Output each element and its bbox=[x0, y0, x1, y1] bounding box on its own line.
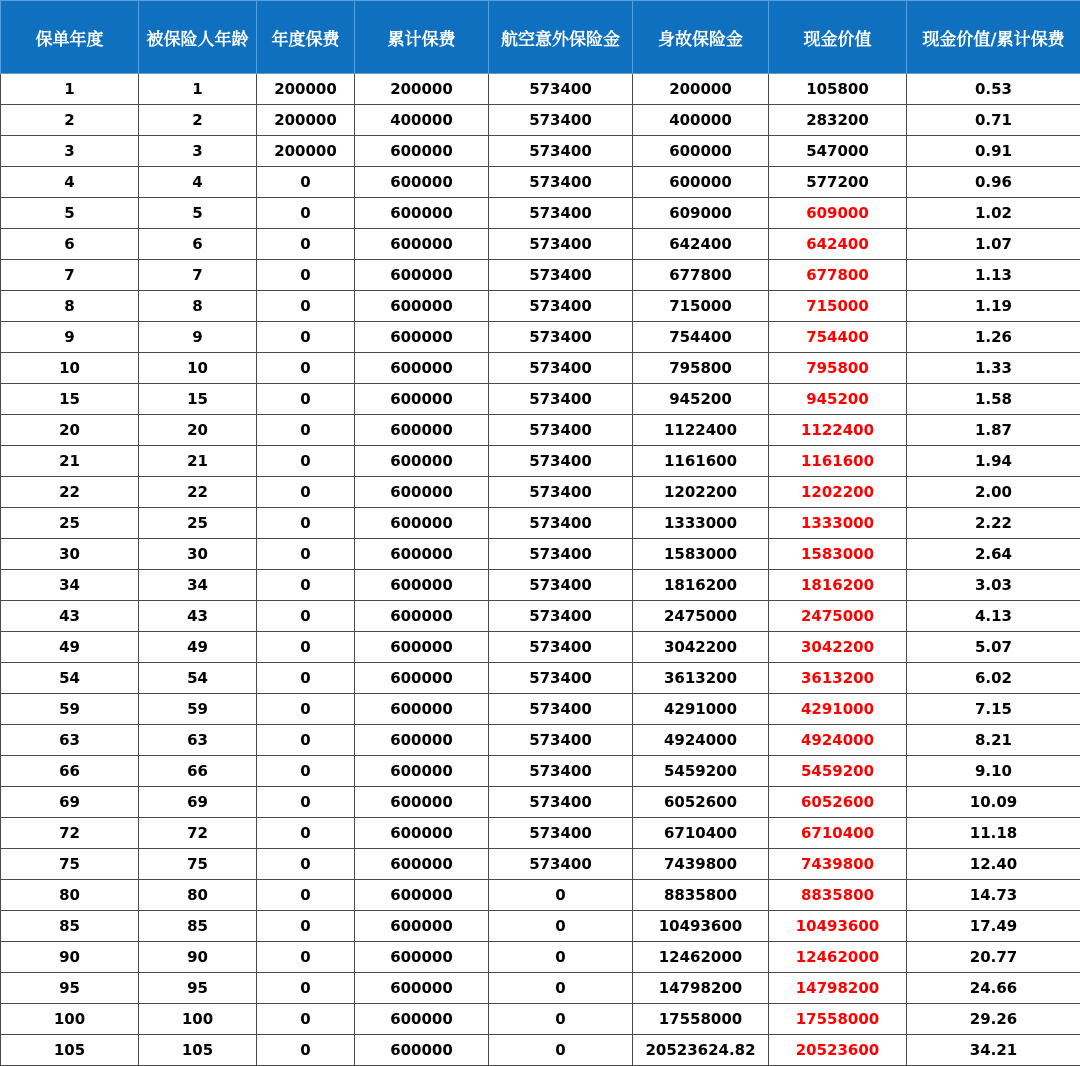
header-aviation-accident-benefit: 航空意外保险金 bbox=[489, 1, 633, 74]
death-benefit-cell: 6052600 bbox=[633, 787, 769, 818]
table-row bbox=[1, 291, 1080, 322]
cash-value-ratio-cell: 2.00 bbox=[907, 477, 1080, 508]
table-row bbox=[1, 539, 1080, 570]
table-row bbox=[1, 167, 1080, 198]
death-benefit-cell: 1122400 bbox=[633, 415, 769, 446]
aviation-accident-benefit-cell: 0 bbox=[489, 1035, 633, 1066]
death-benefit-cell: 2475000 bbox=[633, 601, 769, 632]
annual-premium-cell: 0 bbox=[257, 508, 355, 539]
annual-premium-cell: 0 bbox=[257, 818, 355, 849]
cumulative-premium-cell: 600000 bbox=[355, 880, 489, 911]
annual-premium-cell: 0 bbox=[257, 384, 355, 415]
table-row bbox=[1, 818, 1080, 849]
policy-year-cell: 85 bbox=[1, 911, 139, 942]
cumulative-premium-cell: 600000 bbox=[355, 415, 489, 446]
cumulative-premium-cell: 600000 bbox=[355, 136, 489, 167]
policy-year-cell: 5 bbox=[1, 198, 139, 229]
cash-value-cell: 3613200 bbox=[769, 663, 907, 694]
table-row bbox=[1, 136, 1080, 167]
cash-value-cell: 677800 bbox=[769, 260, 907, 291]
insured-age-cell: 20 bbox=[139, 415, 257, 446]
death-benefit-cell: 1333000 bbox=[633, 508, 769, 539]
annual-premium-cell: 0 bbox=[257, 539, 355, 570]
insured-age-cell: 69 bbox=[139, 787, 257, 818]
cash-value-cell: 283200 bbox=[769, 105, 907, 136]
policy-year-cell: 3 bbox=[1, 136, 139, 167]
cash-value-ratio-cell: 1.87 bbox=[907, 415, 1080, 446]
cumulative-premium-cell: 600000 bbox=[355, 167, 489, 198]
death-benefit-cell: 3042200 bbox=[633, 632, 769, 663]
annual-premium-cell: 0 bbox=[257, 911, 355, 942]
insured-age-cell: 59 bbox=[139, 694, 257, 725]
aviation-accident-benefit-cell: 573400 bbox=[489, 508, 633, 539]
aviation-accident-benefit-cell: 573400 bbox=[489, 415, 633, 446]
cumulative-premium-cell: 600000 bbox=[355, 942, 489, 973]
cash-value-ratio-cell: 1.26 bbox=[907, 322, 1080, 353]
cash-value-ratio-cell: 8.21 bbox=[907, 725, 1080, 756]
policy-year-cell: 7 bbox=[1, 260, 139, 291]
table-row bbox=[1, 756, 1080, 787]
insured-age-cell: 10 bbox=[139, 353, 257, 384]
aviation-accident-benefit-cell: 573400 bbox=[489, 167, 633, 198]
header-cash-value-ratio: 现金价值/累计保费 bbox=[907, 1, 1080, 74]
aviation-accident-benefit-cell: 573400 bbox=[489, 198, 633, 229]
death-benefit-cell: 1816200 bbox=[633, 570, 769, 601]
aviation-accident-benefit-cell: 573400 bbox=[489, 632, 633, 663]
insured-age-cell: 105 bbox=[139, 1035, 257, 1066]
cash-value-cell: 642400 bbox=[769, 229, 907, 260]
insured-age-cell: 34 bbox=[139, 570, 257, 601]
policy-year-cell: 1 bbox=[1, 74, 139, 105]
insured-age-cell: 15 bbox=[139, 384, 257, 415]
cumulative-premium-cell: 600000 bbox=[355, 973, 489, 1004]
death-benefit-cell: 754400 bbox=[633, 322, 769, 353]
annual-premium-cell: 0 bbox=[257, 663, 355, 694]
cash-value-cell: 715000 bbox=[769, 291, 907, 322]
cash-value-cell: 1583000 bbox=[769, 539, 907, 570]
table-row bbox=[1, 353, 1080, 384]
table-row bbox=[1, 229, 1080, 260]
annual-premium-cell: 0 bbox=[257, 694, 355, 725]
cash-value-cell: 6052600 bbox=[769, 787, 907, 818]
aviation-accident-benefit-cell: 573400 bbox=[489, 446, 633, 477]
table-row bbox=[1, 601, 1080, 632]
cash-value-ratio-cell: 1.94 bbox=[907, 446, 1080, 477]
annual-premium-cell: 0 bbox=[257, 756, 355, 787]
policy-year-cell: 72 bbox=[1, 818, 139, 849]
cash-value-cell: 4291000 bbox=[769, 694, 907, 725]
policy-year-cell: 54 bbox=[1, 663, 139, 694]
cumulative-premium-cell: 400000 bbox=[355, 105, 489, 136]
death-benefit-cell: 1202200 bbox=[633, 477, 769, 508]
cash-value-ratio-cell: 1.19 bbox=[907, 291, 1080, 322]
cash-value-cell: 4924000 bbox=[769, 725, 907, 756]
cash-value-ratio-cell: 0.71 bbox=[907, 105, 1080, 136]
cash-value-ratio-cell: 14.73 bbox=[907, 880, 1080, 911]
insured-age-cell: 4 bbox=[139, 167, 257, 198]
policy-year-cell: 95 bbox=[1, 973, 139, 1004]
cash-value-cell: 8835800 bbox=[769, 880, 907, 911]
annual-premium-cell: 200000 bbox=[257, 74, 355, 105]
policy-year-cell: 25 bbox=[1, 508, 139, 539]
cash-value-cell: 1122400 bbox=[769, 415, 907, 446]
death-benefit-cell: 1583000 bbox=[633, 539, 769, 570]
table-row bbox=[1, 632, 1080, 663]
annual-premium-cell: 0 bbox=[257, 291, 355, 322]
insured-age-cell: 49 bbox=[139, 632, 257, 663]
cash-value-cell: 795800 bbox=[769, 353, 907, 384]
annual-premium-cell: 0 bbox=[257, 787, 355, 818]
insured-age-cell: 25 bbox=[139, 508, 257, 539]
cash-value-ratio-cell: 1.02 bbox=[907, 198, 1080, 229]
aviation-accident-benefit-cell: 573400 bbox=[489, 818, 633, 849]
cumulative-premium-cell: 600000 bbox=[355, 291, 489, 322]
cash-value-cell: 754400 bbox=[769, 322, 907, 353]
insured-age-cell: 22 bbox=[139, 477, 257, 508]
insured-age-cell: 75 bbox=[139, 849, 257, 880]
aviation-accident-benefit-cell: 573400 bbox=[489, 477, 633, 508]
cash-value-ratio-cell: 20.77 bbox=[907, 942, 1080, 973]
aviation-accident-benefit-cell: 573400 bbox=[489, 787, 633, 818]
policy-year-cell: 20 bbox=[1, 415, 139, 446]
insured-age-cell: 95 bbox=[139, 973, 257, 1004]
annual-premium-cell: 0 bbox=[257, 477, 355, 508]
aviation-accident-benefit-cell: 573400 bbox=[489, 384, 633, 415]
policy-year-cell: 8 bbox=[1, 291, 139, 322]
policy-year-cell: 66 bbox=[1, 756, 139, 787]
cash-value-ratio-cell: 1.07 bbox=[907, 229, 1080, 260]
header-cumulative-premium: 累计保费 bbox=[355, 1, 489, 74]
insured-age-cell: 5 bbox=[139, 198, 257, 229]
insured-age-cell: 43 bbox=[139, 601, 257, 632]
aviation-accident-benefit-cell: 573400 bbox=[489, 601, 633, 632]
cash-value-cell: 3042200 bbox=[769, 632, 907, 663]
header-annual-premium: 年度保费 bbox=[257, 1, 355, 74]
table-row bbox=[1, 415, 1080, 446]
annual-premium-cell: 0 bbox=[257, 322, 355, 353]
cumulative-premium-cell: 600000 bbox=[355, 384, 489, 415]
cash-value-ratio-cell: 1.13 bbox=[907, 260, 1080, 291]
cumulative-premium-cell: 200000 bbox=[355, 74, 489, 105]
insured-age-cell: 8 bbox=[139, 291, 257, 322]
table-row bbox=[1, 477, 1080, 508]
cash-value-ratio-cell: 0.91 bbox=[907, 136, 1080, 167]
cash-value-ratio-cell: 29.26 bbox=[907, 1004, 1080, 1035]
cash-value-ratio-cell: 5.07 bbox=[907, 632, 1080, 663]
cumulative-premium-cell: 600000 bbox=[355, 322, 489, 353]
aviation-accident-benefit-cell: 0 bbox=[489, 942, 633, 973]
death-benefit-cell: 600000 bbox=[633, 136, 769, 167]
cumulative-premium-cell: 600000 bbox=[355, 539, 489, 570]
annual-premium-cell: 0 bbox=[257, 942, 355, 973]
cash-value-cell: 6710400 bbox=[769, 818, 907, 849]
table-row bbox=[1, 260, 1080, 291]
death-benefit-cell: 4924000 bbox=[633, 725, 769, 756]
annual-premium-cell: 0 bbox=[257, 415, 355, 446]
annual-premium-cell: 0 bbox=[257, 353, 355, 384]
cash-value-cell: 20523600 bbox=[769, 1035, 907, 1066]
aviation-accident-benefit-cell: 573400 bbox=[489, 260, 633, 291]
cumulative-premium-cell: 600000 bbox=[355, 818, 489, 849]
annual-premium-cell: 0 bbox=[257, 880, 355, 911]
policy-year-cell: 22 bbox=[1, 477, 139, 508]
death-benefit-cell: 8835800 bbox=[633, 880, 769, 911]
insured-age-cell: 9 bbox=[139, 322, 257, 353]
table-row bbox=[1, 446, 1080, 477]
annual-premium-cell: 0 bbox=[257, 849, 355, 880]
death-benefit-cell: 6710400 bbox=[633, 818, 769, 849]
table-row bbox=[1, 973, 1080, 1004]
aviation-accident-benefit-cell: 0 bbox=[489, 973, 633, 1004]
aviation-accident-benefit-cell: 573400 bbox=[489, 74, 633, 105]
policy-year-cell: 59 bbox=[1, 694, 139, 725]
cash-value-ratio-cell: 0.96 bbox=[907, 167, 1080, 198]
aviation-accident-benefit-cell: 573400 bbox=[489, 291, 633, 322]
death-benefit-cell: 715000 bbox=[633, 291, 769, 322]
death-benefit-cell: 1161600 bbox=[633, 446, 769, 477]
insured-age-cell: 1 bbox=[139, 74, 257, 105]
cash-value-ratio-cell: 1.33 bbox=[907, 353, 1080, 384]
annual-premium-cell: 0 bbox=[257, 973, 355, 1004]
annual-premium-cell: 0 bbox=[257, 1035, 355, 1066]
cumulative-premium-cell: 600000 bbox=[355, 1004, 489, 1035]
table-body bbox=[1, 74, 1080, 1066]
death-benefit-cell: 20523624.82 bbox=[633, 1035, 769, 1066]
cumulative-premium-cell: 600000 bbox=[355, 756, 489, 787]
cash-value-cell: 2475000 bbox=[769, 601, 907, 632]
cash-value-ratio-cell: 4.13 bbox=[907, 601, 1080, 632]
cash-value-ratio-cell: 0.53 bbox=[907, 74, 1080, 105]
policy-year-cell: 105 bbox=[1, 1035, 139, 1066]
policy-year-cell: 10 bbox=[1, 353, 139, 384]
insured-age-cell: 72 bbox=[139, 818, 257, 849]
table-row bbox=[1, 849, 1080, 880]
death-benefit-cell: 677800 bbox=[633, 260, 769, 291]
cash-value-cell: 7439800 bbox=[769, 849, 907, 880]
death-benefit-cell: 10493600 bbox=[633, 911, 769, 942]
aviation-accident-benefit-cell: 573400 bbox=[489, 136, 633, 167]
cash-value-ratio-cell: 3.03 bbox=[907, 570, 1080, 601]
cash-value-cell: 1816200 bbox=[769, 570, 907, 601]
policy-year-cell: 69 bbox=[1, 787, 139, 818]
cumulative-premium-cell: 600000 bbox=[355, 663, 489, 694]
annual-premium-cell: 0 bbox=[257, 601, 355, 632]
cash-value-ratio-cell: 1.58 bbox=[907, 384, 1080, 415]
cumulative-premium-cell: 600000 bbox=[355, 198, 489, 229]
table-row bbox=[1, 322, 1080, 353]
insured-age-cell: 21 bbox=[139, 446, 257, 477]
cumulative-premium-cell: 600000 bbox=[355, 260, 489, 291]
cumulative-premium-cell: 600000 bbox=[355, 353, 489, 384]
cash-value-ratio-cell: 34.21 bbox=[907, 1035, 1080, 1066]
cumulative-premium-cell: 600000 bbox=[355, 477, 489, 508]
header-insured-age: 被保险人年龄 bbox=[139, 1, 257, 74]
cumulative-premium-cell: 600000 bbox=[355, 601, 489, 632]
policy-year-cell: 80 bbox=[1, 880, 139, 911]
cumulative-premium-cell: 600000 bbox=[355, 229, 489, 260]
cash-value-cell: 5459200 bbox=[769, 756, 907, 787]
death-benefit-cell: 5459200 bbox=[633, 756, 769, 787]
aviation-accident-benefit-cell: 573400 bbox=[489, 322, 633, 353]
aviation-accident-benefit-cell: 573400 bbox=[489, 756, 633, 787]
aviation-accident-benefit-cell: 573400 bbox=[489, 105, 633, 136]
insured-age-cell: 30 bbox=[139, 539, 257, 570]
cash-value-cell: 1333000 bbox=[769, 508, 907, 539]
annual-premium-cell: 200000 bbox=[257, 136, 355, 167]
policy-year-cell: 2 bbox=[1, 105, 139, 136]
table-row bbox=[1, 384, 1080, 415]
annual-premium-cell: 0 bbox=[257, 725, 355, 756]
annual-premium-cell: 0 bbox=[257, 632, 355, 663]
cash-value-ratio-cell: 6.02 bbox=[907, 663, 1080, 694]
aviation-accident-benefit-cell: 0 bbox=[489, 880, 633, 911]
policy-year-cell: 4 bbox=[1, 167, 139, 198]
annual-premium-cell: 0 bbox=[257, 229, 355, 260]
death-benefit-cell: 609000 bbox=[633, 198, 769, 229]
policy-year-cell: 63 bbox=[1, 725, 139, 756]
cash-value-ratio-cell: 17.49 bbox=[907, 911, 1080, 942]
insured-age-cell: 3 bbox=[139, 136, 257, 167]
death-benefit-cell: 7439800 bbox=[633, 849, 769, 880]
cash-value-ratio-cell: 12.40 bbox=[907, 849, 1080, 880]
cumulative-premium-cell: 600000 bbox=[355, 849, 489, 880]
policy-year-cell: 9 bbox=[1, 322, 139, 353]
cumulative-premium-cell: 600000 bbox=[355, 1035, 489, 1066]
header-death-benefit: 身故保险金 bbox=[633, 1, 769, 74]
annual-premium-cell: 0 bbox=[257, 1004, 355, 1035]
cash-value-cell: 547000 bbox=[769, 136, 907, 167]
cash-value-ratio-cell: 24.66 bbox=[907, 973, 1080, 1004]
policy-year-cell: 49 bbox=[1, 632, 139, 663]
policy-year-cell: 90 bbox=[1, 942, 139, 973]
cash-value-cell: 14798200 bbox=[769, 973, 907, 1004]
aviation-accident-benefit-cell: 573400 bbox=[489, 353, 633, 384]
header-policy-year: 保单年度 bbox=[1, 1, 139, 74]
aviation-accident-benefit-cell: 573400 bbox=[489, 849, 633, 880]
table-row bbox=[1, 725, 1080, 756]
table-row bbox=[1, 787, 1080, 818]
policy-year-cell: 100 bbox=[1, 1004, 139, 1035]
cumulative-premium-cell: 600000 bbox=[355, 911, 489, 942]
cash-value-cell: 1202200 bbox=[769, 477, 907, 508]
table-row bbox=[1, 198, 1080, 229]
insured-age-cell: 63 bbox=[139, 725, 257, 756]
table-row bbox=[1, 105, 1080, 136]
insured-age-cell: 2 bbox=[139, 105, 257, 136]
aviation-accident-benefit-cell: 0 bbox=[489, 911, 633, 942]
policy-year-cell: 75 bbox=[1, 849, 139, 880]
aviation-accident-benefit-cell: 573400 bbox=[489, 570, 633, 601]
cash-value-ratio-cell: 9.10 bbox=[907, 756, 1080, 787]
table-row bbox=[1, 1004, 1080, 1035]
policy-year-cell: 15 bbox=[1, 384, 139, 415]
cash-value-ratio-cell: 11.18 bbox=[907, 818, 1080, 849]
cash-value-ratio-cell: 2.22 bbox=[907, 508, 1080, 539]
annual-premium-cell: 0 bbox=[257, 198, 355, 229]
policy-year-cell: 30 bbox=[1, 539, 139, 570]
death-benefit-cell: 400000 bbox=[633, 105, 769, 136]
death-benefit-cell: 4291000 bbox=[633, 694, 769, 725]
cash-value-cell: 105800 bbox=[769, 74, 907, 105]
aviation-accident-benefit-cell: 573400 bbox=[489, 694, 633, 725]
policy-year-cell: 21 bbox=[1, 446, 139, 477]
death-benefit-cell: 14798200 bbox=[633, 973, 769, 1004]
insured-age-cell: 54 bbox=[139, 663, 257, 694]
cash-value-cell: 1161600 bbox=[769, 446, 907, 477]
aviation-accident-benefit-cell: 573400 bbox=[489, 725, 633, 756]
death-benefit-cell: 600000 bbox=[633, 167, 769, 198]
annual-premium-cell: 200000 bbox=[257, 105, 355, 136]
header-cash-value: 现金价值 bbox=[769, 1, 907, 74]
death-benefit-cell: 12462000 bbox=[633, 942, 769, 973]
annual-premium-cell: 0 bbox=[257, 446, 355, 477]
annual-premium-cell: 0 bbox=[257, 167, 355, 198]
cash-value-cell: 577200 bbox=[769, 167, 907, 198]
cash-value-cell: 12462000 bbox=[769, 942, 907, 973]
header-row bbox=[1, 1, 1080, 74]
table-row bbox=[1, 508, 1080, 539]
cumulative-premium-cell: 600000 bbox=[355, 508, 489, 539]
death-benefit-cell: 200000 bbox=[633, 74, 769, 105]
table-row bbox=[1, 1035, 1080, 1066]
death-benefit-cell: 945200 bbox=[633, 384, 769, 415]
aviation-accident-benefit-cell: 0 bbox=[489, 1004, 633, 1035]
cumulative-premium-cell: 600000 bbox=[355, 725, 489, 756]
cumulative-premium-cell: 600000 bbox=[355, 446, 489, 477]
table-row bbox=[1, 942, 1080, 973]
table-row bbox=[1, 663, 1080, 694]
cash-value-ratio-cell: 2.64 bbox=[907, 539, 1080, 570]
policy-year-cell: 34 bbox=[1, 570, 139, 601]
cash-value-ratio-cell: 10.09 bbox=[907, 787, 1080, 818]
annual-premium-cell: 0 bbox=[257, 260, 355, 291]
cash-value-cell: 609000 bbox=[769, 198, 907, 229]
cumulative-premium-cell: 600000 bbox=[355, 694, 489, 725]
aviation-accident-benefit-cell: 573400 bbox=[489, 663, 633, 694]
death-benefit-cell: 642400 bbox=[633, 229, 769, 260]
cumulative-premium-cell: 600000 bbox=[355, 570, 489, 601]
insured-age-cell: 90 bbox=[139, 942, 257, 973]
table-row bbox=[1, 911, 1080, 942]
insured-age-cell: 7 bbox=[139, 260, 257, 291]
cash-value-cell: 945200 bbox=[769, 384, 907, 415]
table-row bbox=[1, 570, 1080, 601]
aviation-accident-benefit-cell: 573400 bbox=[489, 229, 633, 260]
aviation-accident-benefit-cell: 573400 bbox=[489, 539, 633, 570]
death-benefit-cell: 795800 bbox=[633, 353, 769, 384]
policy-year-cell: 6 bbox=[1, 229, 139, 260]
table-row bbox=[1, 74, 1080, 105]
table-row bbox=[1, 694, 1080, 725]
annual-premium-cell: 0 bbox=[257, 570, 355, 601]
cumulative-premium-cell: 600000 bbox=[355, 632, 489, 663]
cash-value-cell: 17558000 bbox=[769, 1004, 907, 1035]
insured-age-cell: 66 bbox=[139, 756, 257, 787]
cash-value-ratio-cell: 7.15 bbox=[907, 694, 1080, 725]
insured-age-cell: 6 bbox=[139, 229, 257, 260]
policy-year-cell: 43 bbox=[1, 601, 139, 632]
cumulative-premium-cell: 600000 bbox=[355, 787, 489, 818]
cash-value-cell: 10493600 bbox=[769, 911, 907, 942]
death-benefit-cell: 17558000 bbox=[633, 1004, 769, 1035]
insured-age-cell: 100 bbox=[139, 1004, 257, 1035]
death-benefit-cell: 3613200 bbox=[633, 663, 769, 694]
table-row bbox=[1, 880, 1080, 911]
insured-age-cell: 80 bbox=[139, 880, 257, 911]
insured-age-cell: 85 bbox=[139, 911, 257, 942]
